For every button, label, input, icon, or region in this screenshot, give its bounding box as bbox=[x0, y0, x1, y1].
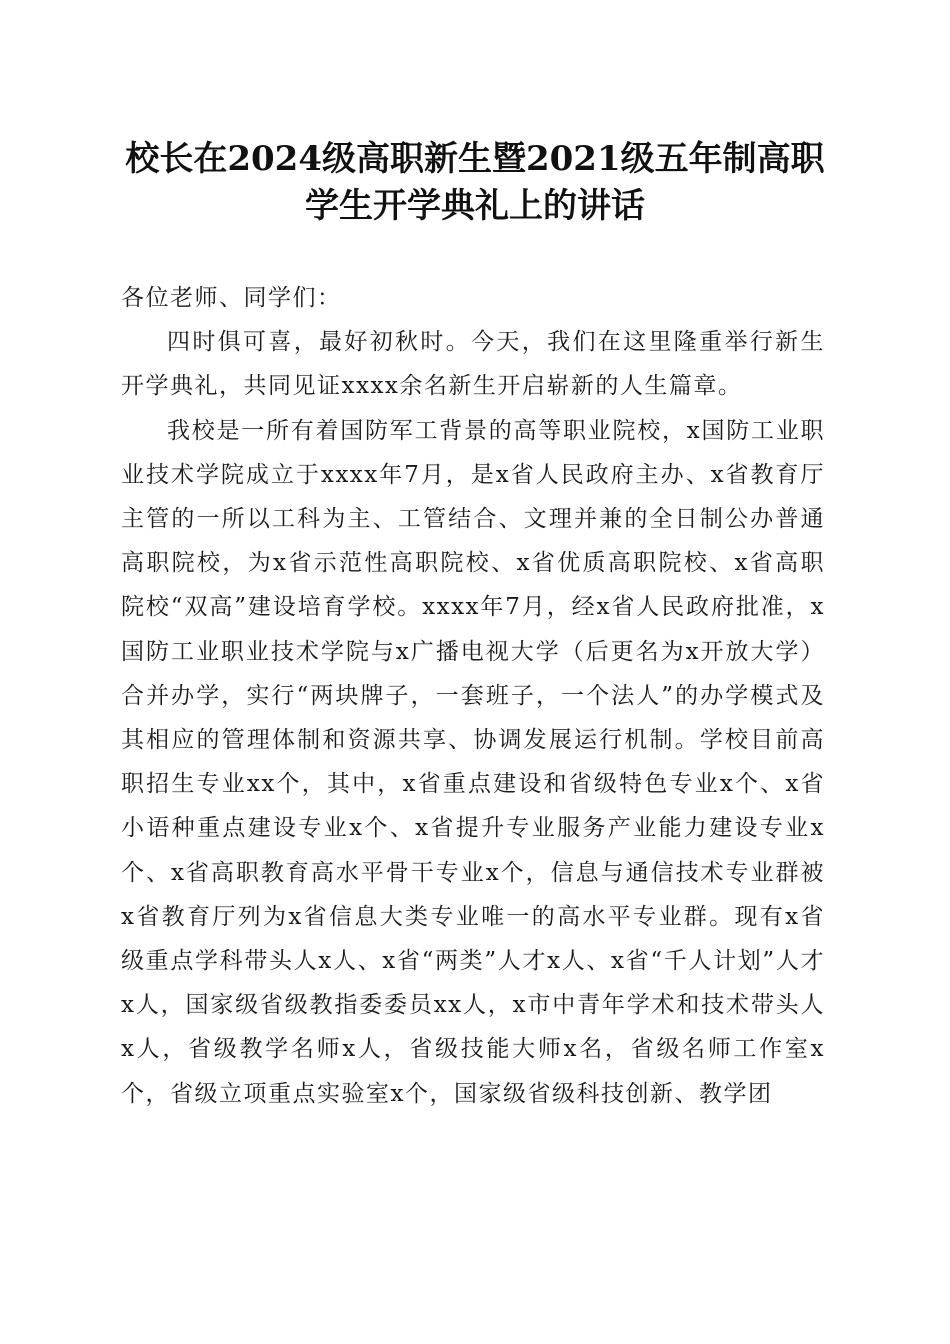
document-title bbox=[100, 136, 850, 230]
title-line-1: 校长在2024级高职新生暨2021级五年制高职 bbox=[125, 139, 825, 179]
greeting: 各位老师、同学们： bbox=[121, 285, 342, 311]
document-body bbox=[121, 276, 825, 1116]
paragraph-opening: 四时俱可喜，最好初秋时。今天，我们在这里隆重举行新生开学典礼，共同见证xxxx余名新生开启崭新的人生篇章。 bbox=[121, 329, 825, 400]
title-line-2: 学生开学典礼上的讲话 bbox=[305, 186, 645, 226]
paragraph-school-intro: 我校是一所有着国防军工背景的高等职业院校，x国防工业职业技术学院成立于xxxx年7月，是x省人民政府主办、x省教育厅主管的一所以工科为主、工管结合、文理并兼的全日制公办普通高职院校，为x省示范性高职院校、x省优质高职院校、x省高职院校“双高”建设培育学校。xxxx年7月，经x省人民政府批准，x国防工业职业技术学院与x广播电视大学（后更名为x开放大学）合并办学，实行“两块牌子，一套班子，一个法人”的办学模式及其相应的管理体制和资源共享、协调发展运行机制。学校目前高职招生专业xx个，其中，x省重点建设和省级特色专业x个、x省小语种重点建设专业x个、x省提升专业服务产业能力建设专业x个、x省高职教育高水平骨干专业x个，信息与通信技术专业群被x省教育厅列为x省信息大类专业唯一的高水平专业群。现有x省级重点学科带头人x人、x省“两类”人才x人、x省“千人计划”人才x人，国家级省级教指委委员xx人，x市中青年学术和技术带头人x人，省级教学名师x人，省级技能大师x名，省级名师工作室x个，省级立项重点实验室x个，国家级省级科技创新、教学团 bbox=[121, 417, 825, 1107]
